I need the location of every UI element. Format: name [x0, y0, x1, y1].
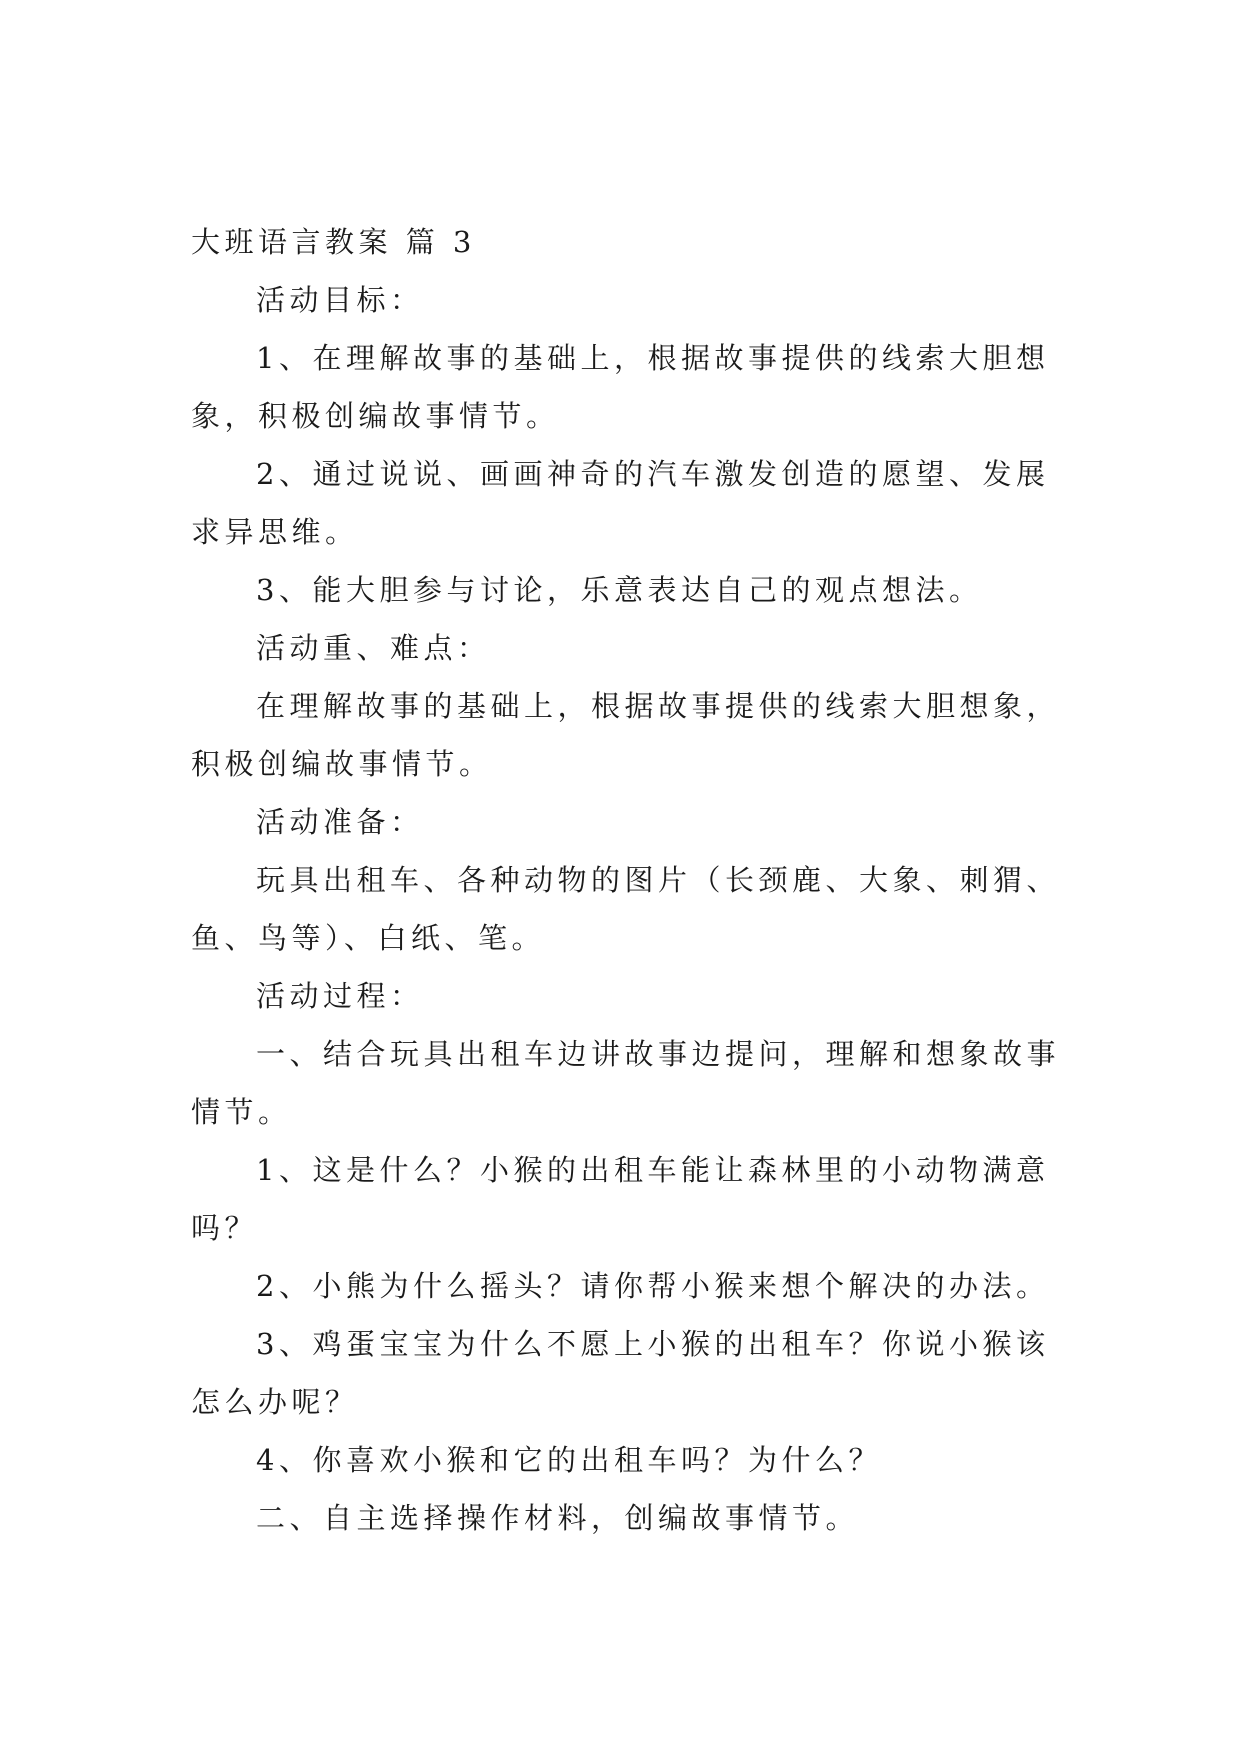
section-heading-goals: 活动目标：	[256, 283, 424, 317]
section-heading-preparation: 活动准备：	[256, 805, 424, 839]
paragraph-line: 玩具出租车、各种动物的图片（长颈鹿、大象、刺猬、	[256, 863, 1061, 897]
paragraph-line: 求异思维。	[191, 515, 359, 549]
paragraph-line: 在理解故事的基础上，根据故事提供的线索大胆想象，	[256, 689, 1061, 723]
paragraph-line: 象，积极创编故事情节。	[191, 399, 560, 433]
paragraph-line: 鱼、鸟等）、白纸、笔。	[191, 921, 546, 955]
paragraph-line: 3、鸡蛋宝宝为什么不愿上小猴的出租车？你说小猴该	[256, 1327, 1050, 1361]
paragraph-line: 情节。	[191, 1095, 292, 1129]
paragraph-line: 4、你喜欢小猴和它的出租车吗？为什么？	[256, 1443, 882, 1477]
paragraph-line: 1、这是什么？小猴的出租车能让森林里的小动物满意	[256, 1153, 1050, 1187]
paragraph-line: 2、通过说说、画画神奇的汽车激发创造的愿望、发展	[256, 457, 1050, 491]
paragraph-line: 一、结合玩具出租车边讲故事边提问，理解和想象故事	[256, 1037, 1061, 1071]
paragraph-line: 积极创编故事情节。	[191, 747, 493, 781]
paragraph-line: 3、能大胆参与讨论，乐意表达自己的观点想法。	[256, 573, 983, 607]
paragraph-line: 怎么办呢？	[191, 1385, 359, 1419]
paragraph-line: 二、自主选择操作材料，创编故事情节。	[256, 1501, 860, 1535]
paragraph-line: 1、在理解故事的基础上，根据故事提供的线索大胆想	[256, 341, 1050, 375]
paragraph-line: 2、小熊为什么摇头？请你帮小猴来想个解决的办法。	[256, 1269, 1050, 1303]
document-title: 大班语言教案 篇 3	[191, 225, 476, 259]
section-heading-process: 活动过程：	[256, 979, 424, 1013]
paragraph-line: 吗？	[191, 1211, 259, 1245]
section-heading-key-points: 活动重、难点：	[256, 631, 491, 665]
